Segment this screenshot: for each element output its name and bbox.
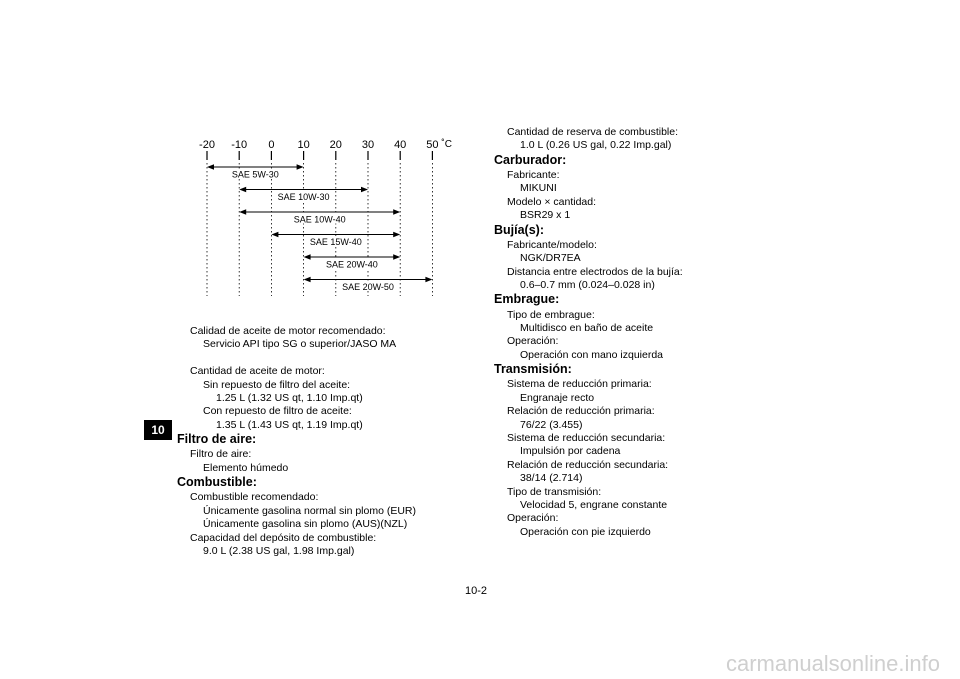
axis-tick-label: 20 xyxy=(329,139,342,151)
axis-tick-label: 30 xyxy=(361,139,375,151)
spec-line: Modelo × cantidad: xyxy=(507,195,597,208)
spec-line: Fabricante: xyxy=(507,169,560,181)
section-heading: Bujía(s): xyxy=(494,222,544,237)
spec-line: Relación de reducción secundaria: xyxy=(507,458,669,471)
spec-line: Engranaje recto xyxy=(520,391,595,404)
chapter-tab: 10 xyxy=(144,420,172,440)
spec-line: Únicamente gasolina normal sin plomo (EUR) xyxy=(203,504,417,517)
spec-line: 1.0 L (0.26 US gal, 0.22 Imp.gal) xyxy=(520,139,672,152)
section-heading: Filtro de aire: xyxy=(177,432,257,447)
range-label: SAE 5W-30 xyxy=(231,169,279,180)
axis-tick-label: -10 xyxy=(231,139,248,151)
range-arrow-right xyxy=(297,164,304,170)
range-arrow-left xyxy=(271,232,278,238)
spec-line: Tipo de embrague: xyxy=(507,308,595,321)
spec-line: Velocidad 5, engrane constante xyxy=(520,499,668,511)
spec-line: Sin repuesto de filtro del aceite: xyxy=(203,378,351,391)
spec-line: Con repuesto de filtro de aceite: xyxy=(203,405,352,418)
spec-line: Únicamente gasolina sin plomo (AUS)(NZL) xyxy=(203,518,408,531)
range-arrow-right xyxy=(393,209,400,215)
axis-tick-label: 40 xyxy=(394,139,407,151)
axis-tick-label: 0 xyxy=(268,139,275,151)
spec-line: 76/22 (3.455) xyxy=(520,418,583,431)
range-arrow-left xyxy=(239,209,246,215)
watermark: carmanualsonline.info xyxy=(725,651,940,676)
spec-line: Sistema de reducción primaria: xyxy=(507,378,652,391)
range-arrow-left xyxy=(304,277,311,283)
axis-tick-label: 10 xyxy=(297,139,310,151)
range-arrow-left xyxy=(304,254,311,260)
spec-line: 38/14 (2.714) xyxy=(520,472,583,485)
spec-line: Calidad de aceite de motor recomendado: xyxy=(190,325,386,337)
range-label: SAE 10W-40 xyxy=(293,214,346,225)
spec-line: Tipo de transmisión: xyxy=(507,485,602,498)
spec-line: Operación: xyxy=(507,512,559,525)
section-heading: Combustible: xyxy=(177,475,257,490)
spec-line: Multidisco en baño de aceite xyxy=(520,322,654,334)
range-arrow-right xyxy=(393,254,400,260)
spec-line: Impulsión por cadena xyxy=(520,445,621,458)
range-arrow-right xyxy=(361,187,368,193)
spec-line: Operación con mano izquierda xyxy=(520,348,664,361)
spec-line: Capacidad del depósito de combustible: xyxy=(190,531,377,544)
range-label: SAE 15W-40 xyxy=(309,237,362,247)
spec-line: BSR29 x 1 xyxy=(520,209,571,222)
range-arrow-left xyxy=(207,164,214,170)
spec-line: Cantidad de reserva de combustible: xyxy=(507,126,679,138)
spec-line: Operación con pie izquierdo xyxy=(520,525,651,538)
spec-line: 9.0 L (2.38 US gal, 1.98 Imp.gal) xyxy=(203,545,355,557)
spec-line: Cantidad de aceite de motor: xyxy=(190,365,325,378)
section-heading: Embrague: xyxy=(494,292,560,307)
range-label: SAE 10W-30 xyxy=(277,192,330,202)
section-heading: Transmisión: xyxy=(494,362,572,377)
spec-line: Fabricante/modelo: xyxy=(507,238,597,251)
spec-line: Operación: xyxy=(507,335,559,348)
axis-unit: ˚C xyxy=(441,139,452,150)
range-label: SAE 20W-50 xyxy=(342,282,394,292)
spec-line: 1.25 L (1.32 US qt, 1.10 Imp.qt) xyxy=(216,392,363,404)
spec-line: Distancia entre electrodos de la bujía: xyxy=(507,265,683,278)
spec-line: Elemento húmedo xyxy=(203,461,289,474)
axis-tick-label: 50 xyxy=(426,139,439,151)
spec-line: Servicio API tipo SG o superior/JASO MA xyxy=(203,338,397,351)
range-label: SAE 20W-40 xyxy=(325,259,378,270)
section-heading: Carburador: xyxy=(494,152,567,167)
page-number: 10-2 xyxy=(465,585,488,597)
axis-tick-label: -20 xyxy=(199,139,215,151)
oil-viscosity-chart xyxy=(180,130,480,300)
spec-line: NGK/DR7EA xyxy=(520,252,581,265)
spec-line: Relación de reducción primaria: xyxy=(507,405,655,418)
spec-line: MIKUNI xyxy=(520,182,557,195)
spec-line: Sistema de reducción secundaria: xyxy=(507,432,666,444)
spec-line: Filtro de aire: xyxy=(190,448,252,461)
spec-line: Combustible recomendado: xyxy=(190,491,319,504)
range-arrow-right xyxy=(425,277,432,283)
spec-line: 0.6–0.7 mm (0.024–0.028 in) xyxy=(520,279,655,291)
range-arrow-right xyxy=(393,232,400,238)
range-arrow-left xyxy=(239,187,246,193)
spec-line: 1.35 L (1.43 US qt, 1.19 Imp.qt) xyxy=(216,418,363,431)
